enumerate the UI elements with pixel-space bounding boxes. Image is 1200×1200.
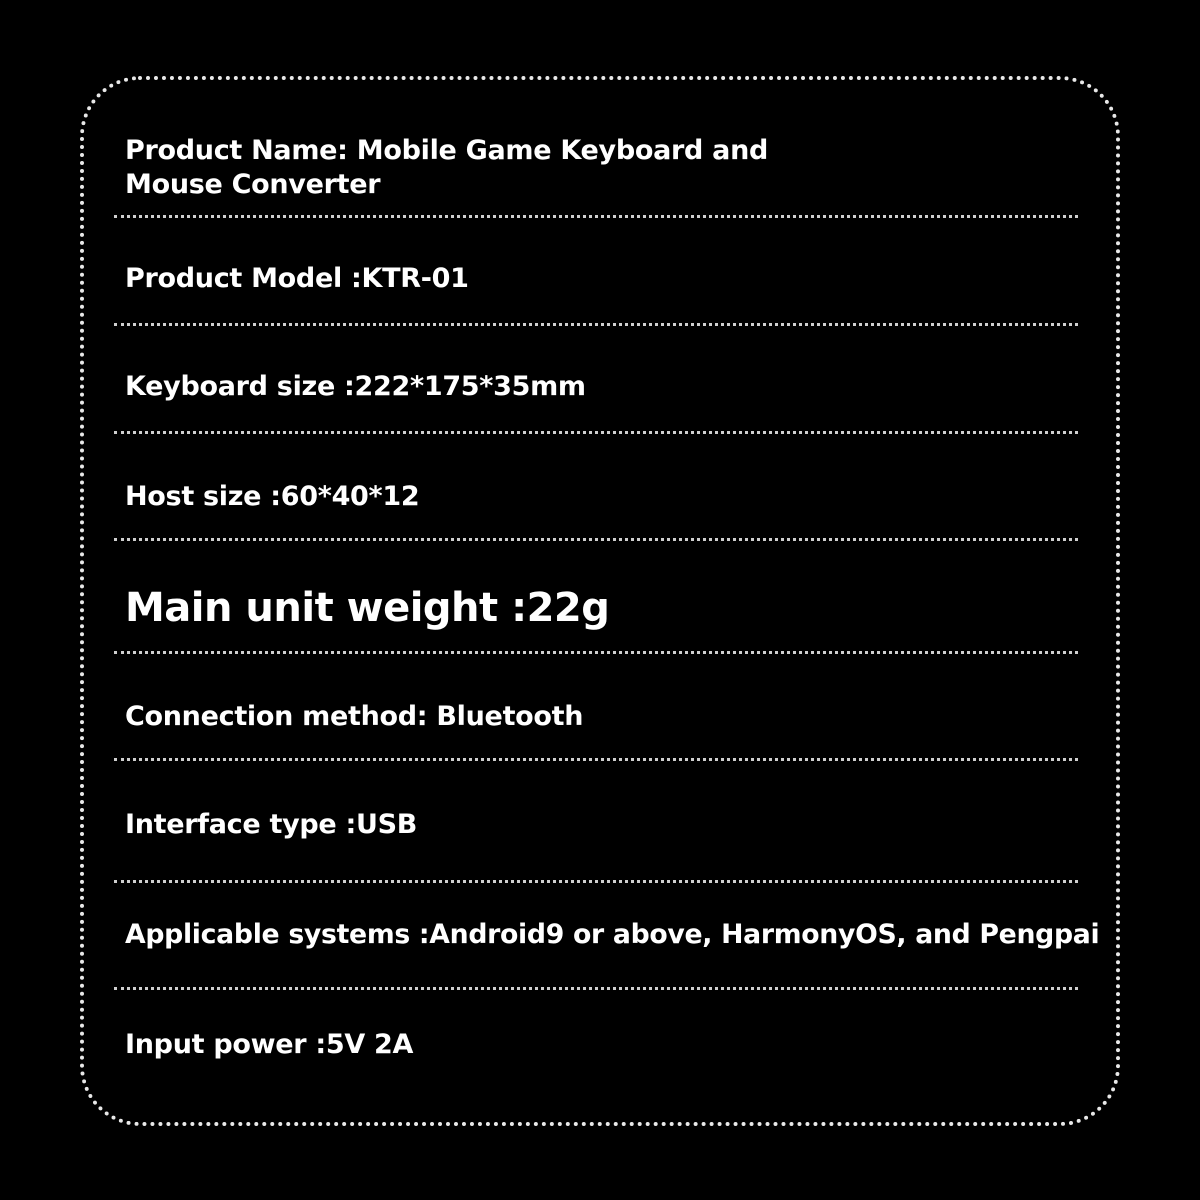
separator [114, 215, 1078, 218]
spec-host-size: Host size :60*40*12 [125, 481, 420, 512]
spec-product-model: Product Model :KTR-01 [125, 263, 469, 294]
spec-interface-type: Interface type :USB [125, 809, 418, 840]
separator [114, 431, 1078, 434]
spec-product-name-line2: Mouse Converter [125, 169, 381, 200]
separator [114, 538, 1078, 541]
spec-product-name [125, 134, 768, 202]
separator [114, 987, 1078, 990]
separator [114, 758, 1078, 761]
separator [114, 323, 1078, 326]
spec-main-unit-weight: Main unit weight :22g [125, 585, 610, 631]
spec-input-power: Input power :5V 2A [125, 1029, 414, 1060]
spec-keyboard-size: Keyboard size :222*175*35mm [125, 371, 586, 402]
spec-applicable-systems: Applicable systems :Android9 or above, HarmonyOS, and Pengpai [125, 919, 1100, 950]
separator [114, 651, 1078, 654]
spec-connection-method: Connection method: Bluetooth [125, 701, 584, 732]
separator [114, 880, 1078, 883]
spec-product-name-line1: Product Name: Mobile Game Keyboard and [125, 135, 769, 166]
